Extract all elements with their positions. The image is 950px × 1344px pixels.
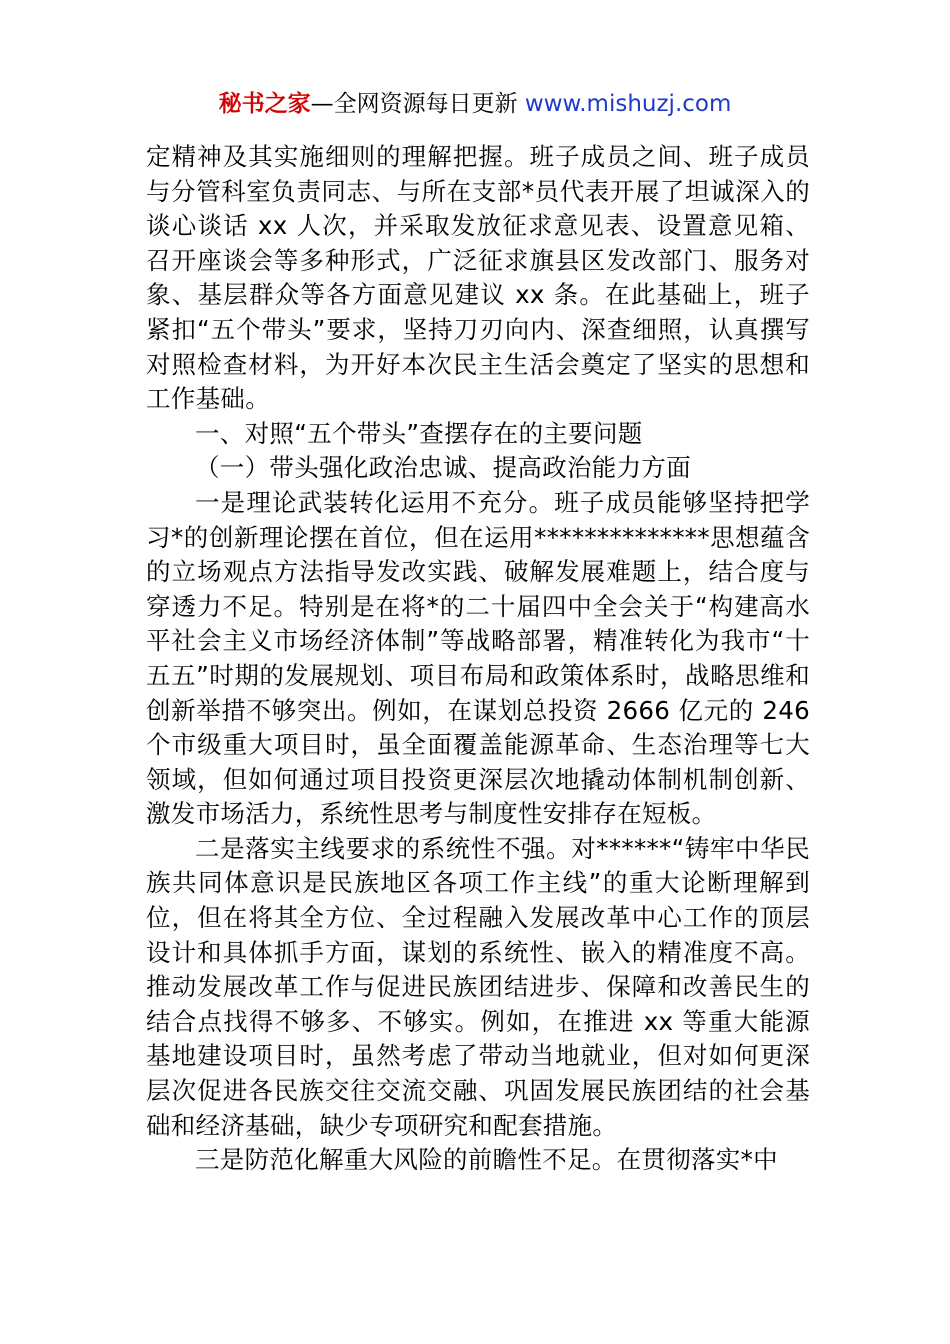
body-paragraph: 二是落实主线要求的系统性不强。对******“铸牢中华民族共同体意识是民族地区各项工作主线”的重大论断理解到位，但在将其全方位、全过程融入发展改革中心工作的顶层设计和具体抓手方面，谋划的系统性、嵌入的精准度不高。推动发展改革工作与促进民族团结进步、保障和改善民生的结合点找得不够多、不够实。例如，在推进 xx 等重大能源基地建设项目时，虽然考虑了带动当地就业，但对如何更深层次促进各民族交往交流交融、巩固发展民族团结的社会基础和经济基础，缺少专项研究和配套措施。 xyxy=(146,833,810,1140)
site-url-link[interactable]: www.mishuzj.com xyxy=(524,91,732,117)
brand-name: 秘书之家 xyxy=(218,91,311,117)
section-heading: 一、对照“五个带头”查摆存在的主要问题 xyxy=(195,418,643,448)
site-header xyxy=(0,86,950,122)
header-tagline: —全网资源每日更新 xyxy=(310,91,525,117)
subsection-heading: （一）带头强化政治忠诚、提高政治能力方面 xyxy=(195,453,691,483)
body-paragraph: 定精神及其实施细则的理解把握。班子成员之间、班子成员与分管科室负责同志、与所在支部*员代表开展了坦诚深入的谈心谈话 xx 人次，并采取发放征求意见表、设置意见箱、召开座谈会等多种形式，广泛征求旗县区发改部门、服务对象、基层群众等各方面意见建议 xx 条。在此基础上，班子紧扣“五个带头”要求，坚持刀刃向内、深查细照，认真撰写对照检查材料，为开好本次民主生活会奠定了坚实的思想和工作基础。 xyxy=(146,142,810,414)
document-body xyxy=(146,140,810,1178)
body-paragraph: 一是理论武装转化运用不充分。班子成员能够坚持把学习*的创新理论摆在首位，但在运用**************思想蕴含的立场观点方法指导发改实践、破解发展难题上，结合度与穿透力不足。特别是在将*的二十届四中全会关于“构建高水平社会主义市场经济体制”等战略部署，精准转化为我市“十五五”时期的发展规划、项目布局和政策体系时，战略思维和创新举措不够突出。例如，在谋划总投资 2666 亿元的 246 个市级重大项目时，虽全面覆盖能源革命、生态治理等七大领域，但如何通过项目投资更深层次地撬动体制机制创新、激发市场活力，系统性思考与制度性安排存在短板。 xyxy=(146,487,810,829)
body-paragraph: 三是防范化解重大风险的前瞻性不足。在贯彻落实*中 xyxy=(195,1145,778,1175)
